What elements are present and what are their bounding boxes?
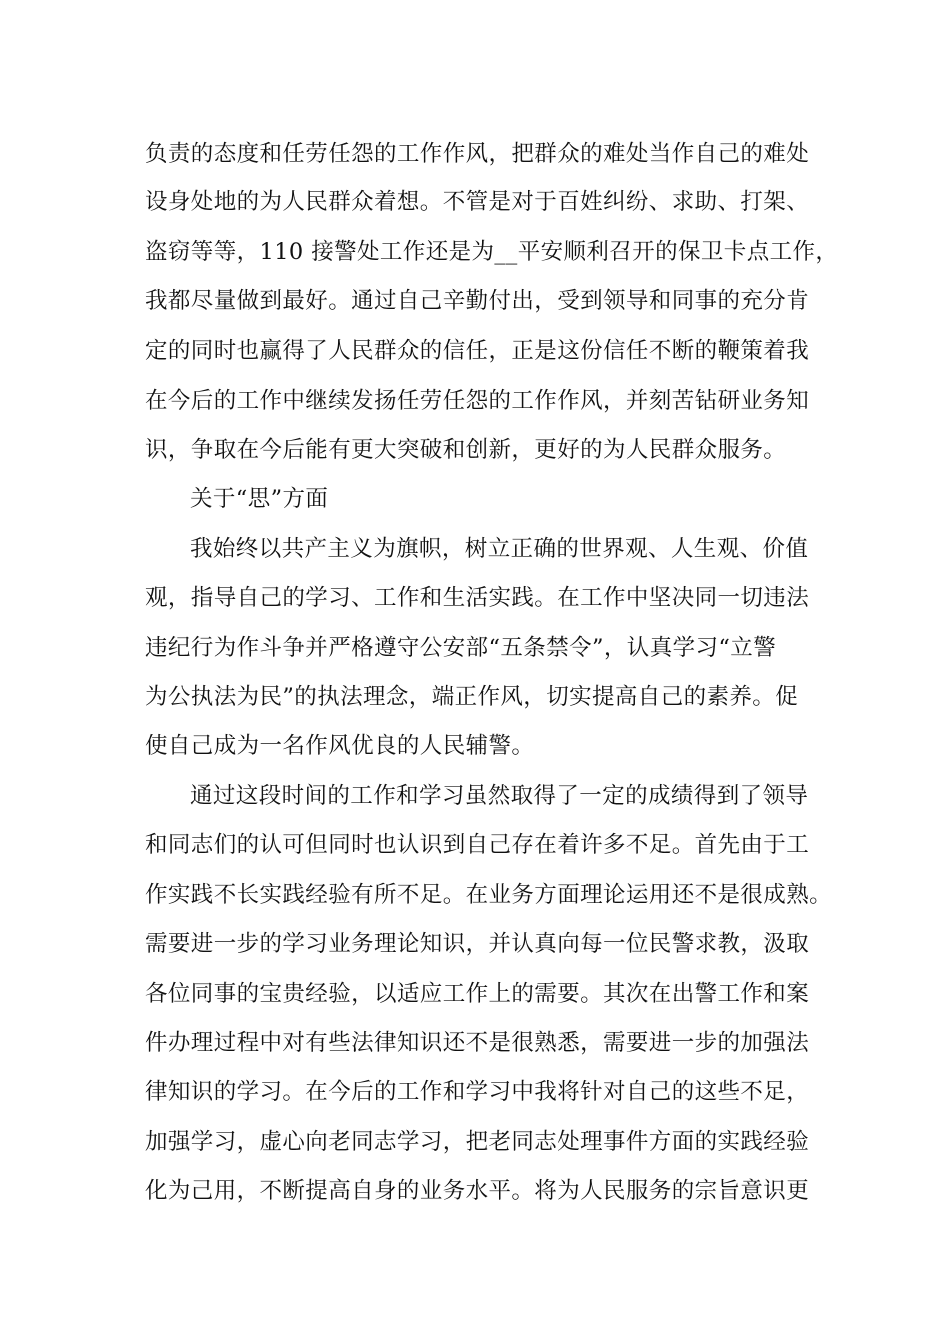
text-line-15: 和同志们的认可但同时也认识到自己存在着许多不足。首先由于工 [145,832,810,858]
text-line-2: 设身处地的为人民群众着想。不管是对于百姓纠纷、求助、打架、 [145,189,810,215]
text-line-18: 各位同事的宝贵经验，以适应工作上的需要。其次在出警工作和案 [145,981,810,1007]
section-heading: 关于“思”方面 [190,486,329,512]
text-line-17: 需要进一步的学习业务理论知识，并认真向每一位民警求教，汲取 [145,931,810,957]
text-line-4: 我都尽量做到最好。通过自己辛勤付出，受到领导和同事的充分肯 [145,288,810,314]
text-line-10: 观，指导自己的学习、工作和生活实践。在工作中坚决同一切违法 [145,585,810,611]
text-line-9: 我始终以共产主义为旗帜，树立正确的世界观、人生观、价值 [190,536,809,562]
text-line-3: 盗窃等等，110 接警处工作还是为__平安顺利召开的保卫卡点工作， [145,239,839,265]
text-line-1: 负责的态度和任劳任怨的工作作风，把群众的难处当作自己的难处 [145,141,810,167]
text-line-20: 律知识的学习。在今后的工作和学习中我将针对自己的这些不足， [145,1079,810,1105]
text-line-19: 件办理过程中对有些法律知识还不是很熟悉，需要进一步的加强法 [145,1030,810,1056]
text-line-11: 违纪行为作斗争并严格遵守公安部“五条禁令”，认真学习“立警 [145,635,777,661]
text-line-12: 为公执法为民”的执法理念，端正作风，切实提高自己的素养。促 [145,684,799,710]
text-line-14: 通过这段时间的工作和学习虽然取得了一定的成绩得到了领导 [190,783,809,809]
text-line-21: 加强学习，虚心向老同志学习，把老同志处理事件方面的实践经验 [145,1129,810,1155]
text-line-6: 在今后的工作中继续发扬任劳任怨的工作作风，并刻苦钻研业务知 [145,388,810,414]
text-line-22: 化为己用，不断提高自身的业务水平。将为人民服务的宗旨意识更 [145,1178,810,1204]
text-line-13: 使自己成为一名作风优良的人民辅警。 [145,733,535,759]
text-line-5: 定的同时也赢得了人民群众的信任，正是这份信任不断的鞭策着我 [145,338,810,364]
text-line-16: 作实践不长实践经验有所不足。在业务方面理论运用还不是很成熟。 [145,882,833,908]
text-line-7: 识，争取在今后能有更大突破和创新，更好的为人民群众服务。 [145,437,787,463]
